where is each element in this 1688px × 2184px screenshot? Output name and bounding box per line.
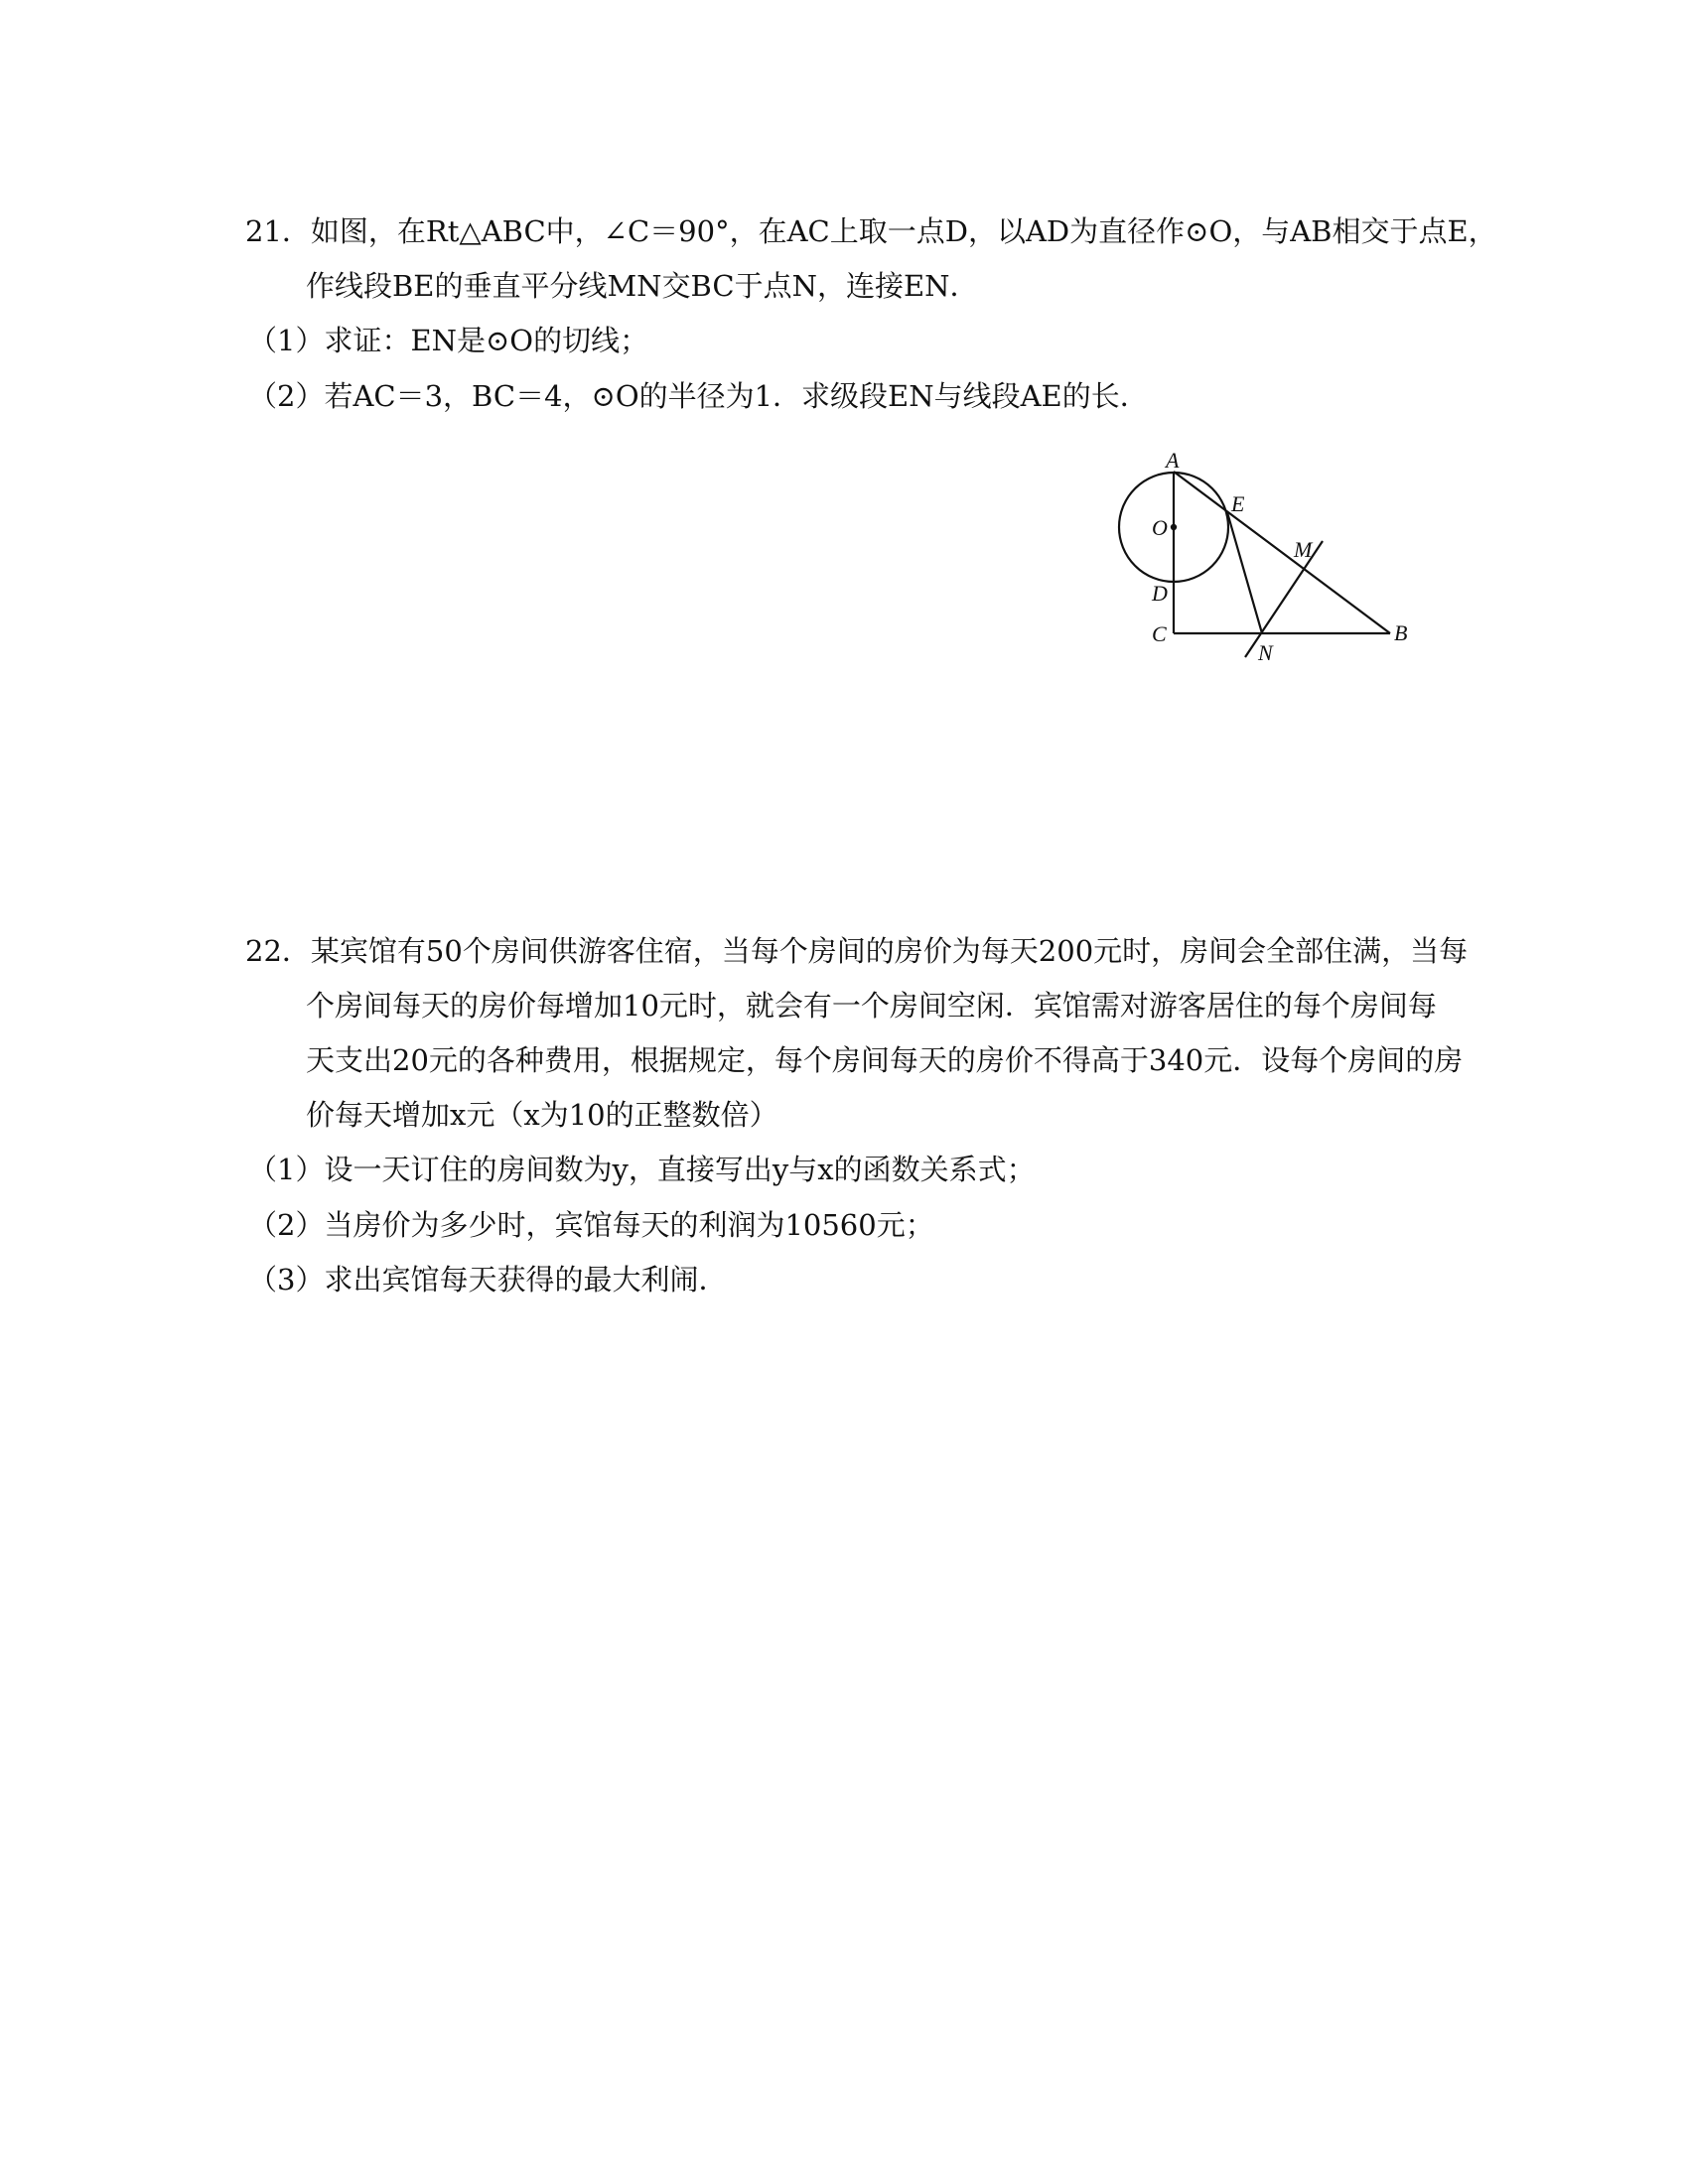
q22-text-line-4: 价每天增加x元（x为10的正整数倍） <box>306 1098 778 1132</box>
q22-text-line-3: 天支出20元的各种费用，根据规定，每个房间每天的房价不得高于340元．设每个房间的房 <box>306 1043 1464 1077</box>
q21-part-2: （2）若AC＝3，BC＝4，⊙O的半径为1．求级段EN与线段AE的长． <box>248 379 1149 413</box>
label-a: A <box>1166 448 1180 473</box>
segment-ab <box>1174 472 1390 633</box>
center-point-o <box>1171 524 1177 530</box>
label-e: E <box>1231 491 1245 516</box>
q22-part-3: （3）求出宾馆每天获得的最大利闹． <box>248 1263 728 1297</box>
q22-text-line-1: 22．某宾馆有50个房间供游客住宿，当每个房间的房价为每天200元时，房间会全部住满，当每 <box>245 934 1469 968</box>
label-c: C <box>1152 621 1167 646</box>
q22-part-2: （2）当房价为多少时，宾馆每天的利润为10560元； <box>248 1208 934 1242</box>
segment-en <box>1227 512 1262 633</box>
q22-part-1: （1）设一天订住的房间数为y，直接写出y与x的函数关系式； <box>248 1153 1036 1186</box>
label-n: N <box>1258 640 1273 665</box>
q22-text-line-2: 个房间每天的房价每增加10元时，就会有一个房间空闲．宾馆需对游客居住的每个房间每 <box>306 989 1437 1023</box>
label-o: O <box>1152 515 1168 540</box>
q21-text-line-2: 作线段BE的垂直平分线MN交BC于点N，连接EN． <box>306 269 979 303</box>
q21-part-1: （1）求证：EN是⊙O的切线； <box>248 324 649 357</box>
q21-text-line-1: 21．如图，在Rt△ABC中，∠C＝90°，在AC上取一点D，以AD为直径作⊙O，与AB相交于点E， <box>245 214 1497 248</box>
label-b: B <box>1394 620 1408 645</box>
label-m: M <box>1294 537 1313 562</box>
label-d: D <box>1152 581 1168 606</box>
